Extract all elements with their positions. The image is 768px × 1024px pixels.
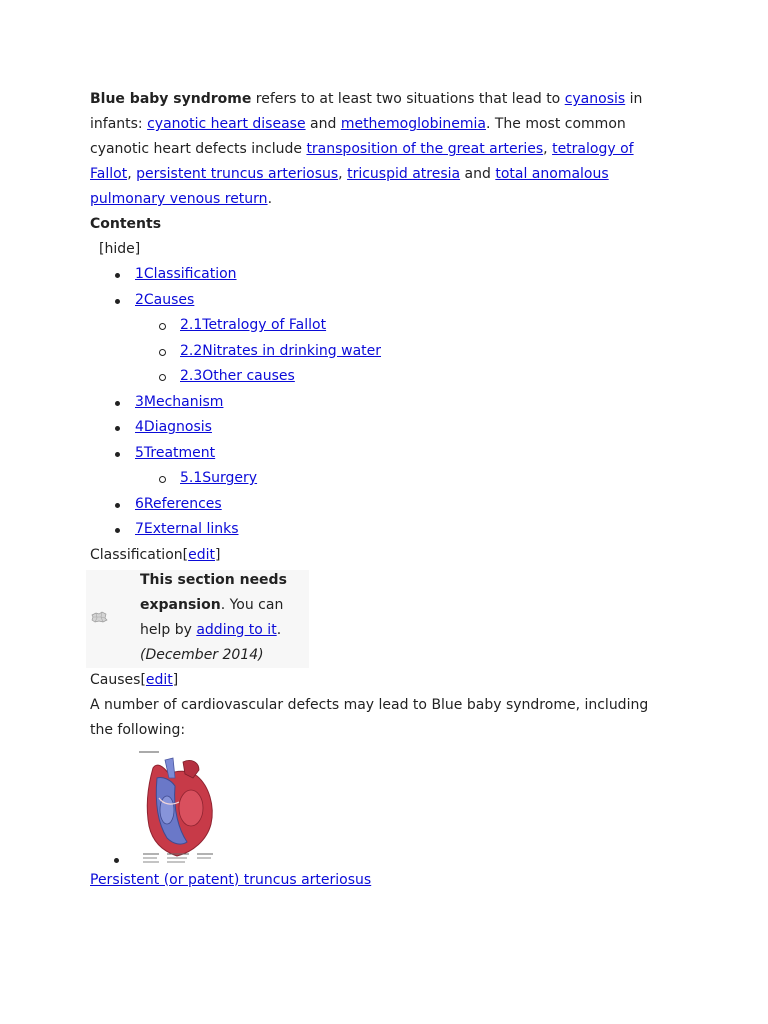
bullet-icon [115,503,120,508]
toc-link-mechanism[interactable]: 3Mechanism [135,393,224,410]
adding-to-it-link[interactable]: adding to it [196,621,277,638]
link-tapvr[interactable]: total anomalous pulmonary venous return [90,166,609,207]
toc-link-causes[interactable]: 2Causes [135,291,195,308]
toc-item [90,466,650,492]
expansion-notice-text: This section needs expansion. You can help by adding to it. (December 2014) [140,571,287,663]
toc-item [90,339,650,365]
heart-diagram-figure[interactable] [135,748,220,870]
circle-bullet-icon [159,323,166,330]
section-heading-causes: Causes[edit] [90,671,179,688]
bullet-icon [115,452,120,457]
toc-item [90,492,650,518]
section-heading-classification: Classification[edit] [90,546,221,563]
notice-date: (December 2014) [140,646,264,663]
toc-item [90,364,650,390]
toc-link-references[interactable]: 6References [135,495,222,512]
toc-link-other-causes[interactable]: 2.3Other causes [180,368,295,384]
link-tricuspid-atresia[interactable]: tricuspid atresia [347,166,461,182]
article [90,87,650,893]
toc-link-treatment[interactable]: 5Treatment [135,444,216,461]
toc-item [90,441,650,467]
intro-paragraph: Blue baby syndrome refers to at least two situations that lead to cyanosis in infants: cyanotic heart disease and methemoglobinemia. The most common cyanotic heart defects include transposition of the great arteries, tetralogy of Fallot, persistent truncus arteriosus, tricuspid atresia and total anomalous pulmonary venous return. [90,91,643,207]
bullet-icon [114,858,119,863]
toc-item [90,517,650,543]
toc-item [90,415,650,441]
link-cyanotic-heart-disease[interactable]: cyanotic heart disease [147,116,306,132]
circle-bullet-icon [159,349,166,356]
toc-link-nitrates[interactable]: 2.2Nitrates in drinking water [180,342,382,359]
toc-link-external-links[interactable]: 7External links [135,521,239,537]
circle-bullet-icon [159,374,166,381]
link-tetralogy[interactable]: tetralogy of Fallot [90,141,634,182]
figure-caption-link[interactable]: Persistent (or patent) truncus arteriosus [90,871,372,888]
expansion-notice [86,570,309,668]
bullet-icon [115,426,120,431]
toc-item [90,313,650,339]
bullet-icon [115,401,120,406]
edit-link-causes[interactable]: edit [145,671,173,688]
table-of-contents [90,262,650,543]
toc-item [90,390,650,416]
heart-diagram-image [135,748,220,870]
toc-link-classification[interactable]: 1Classification [135,266,237,282]
causes-paragraph: A number of cardiovascular defects may lead to Blue baby syndrome, including the following: [90,696,649,738]
toc-item [90,262,650,288]
bullet-icon [115,273,120,278]
toc-link-diagnosis[interactable]: 4Diagnosis [135,419,212,435]
contents-hide-toggle[interactable]: [hide] [99,241,141,257]
toc-item [90,288,650,314]
circle-bullet-icon [159,476,166,483]
bullet-icon [115,299,120,304]
article-term: Blue baby syndrome [90,91,252,107]
contents-title: Contents [90,216,162,232]
puzzle-icon [90,610,108,624]
link-transposition[interactable]: transposition of the great arteries [306,141,544,157]
link-cyanosis[interactable]: cyanosis [564,91,626,107]
edit-link-classification[interactable]: edit [188,546,215,563]
link-methemoglobinemia[interactable]: methemoglobinemia [340,116,486,132]
toc-link-surgery[interactable]: 5.1Surgery [180,470,258,486]
bullet-icon [115,528,120,533]
link-truncus[interactable]: persistent truncus arteriosus [136,166,339,182]
toc-link-tetralogy[interactable]: 2.1Tetralogy of Fallot [180,317,327,333]
